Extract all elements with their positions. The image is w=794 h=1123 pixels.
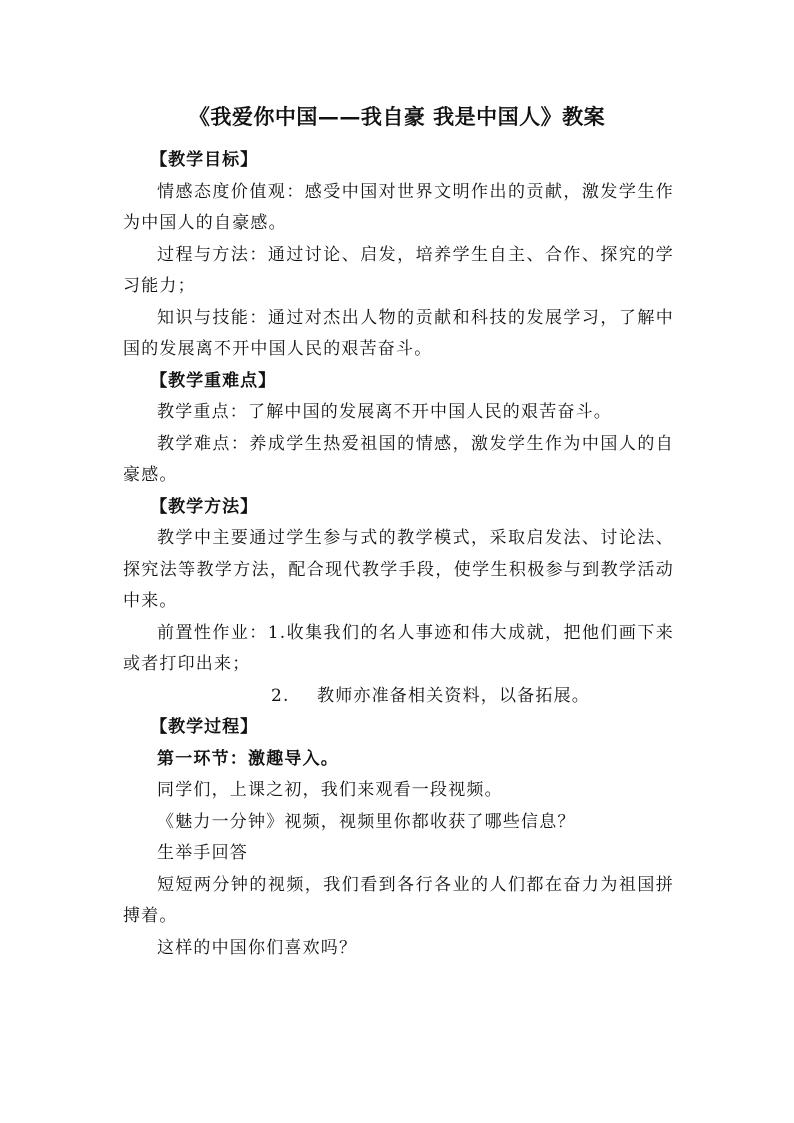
paragraph-question: 这样的中国你们喜欢吗？ bbox=[157, 937, 358, 958]
paragraph-values-objective: 情感态度价值观：感受中国对世界文明作出的贡献，激发学生作为中国人的自豪感。 bbox=[123, 181, 674, 233]
paragraph-video-question: 《魅力一分钟》视频，视频里你都收获了哪些信息？ bbox=[157, 811, 576, 832]
paragraph-intro: 同学们，上课之初，我们来观看一段视频。 bbox=[157, 780, 503, 800]
list-item-2 bbox=[123, 681, 674, 713]
paragraph-knowledge-objective: 知识与技能：通过对杰出人物的贡献和科技的发展学习，了解中国的发展离不开中国人民的艰苦奋斗。 bbox=[123, 307, 674, 359]
section-heading-objectives: 【教学目标】 bbox=[150, 150, 259, 170]
document-body bbox=[123, 145, 674, 964]
paragraph-key-point: 教学重点：了解中国的发展离不开中国人民的艰苦奋斗。 bbox=[157, 402, 612, 422]
document-title: 《我爱你中国——我自豪 我是中国人》教案 bbox=[188, 104, 606, 129]
paragraph-methods: 教学中主要通过学生参与式的教学模式，采取启发法、讨论法、探究法等教学方法，配合现代教学手段，使学生积极参与到教学活动中来。 bbox=[123, 528, 674, 611]
paragraph-video-summary: 短短两分钟的视频，我们看到各行各业的人们都在奋力为祖国拼搏着。 bbox=[123, 874, 674, 926]
list-item-number: 2. bbox=[271, 685, 290, 706]
paragraph-process-objective: 过程与方法：通过讨论、启发，培养学生自主、合作、探究的学习能力； bbox=[123, 244, 674, 296]
list-item-text: 教师亦准备相关资料，以备拓展。 bbox=[317, 685, 590, 706]
section-heading-methods: 【教学方法】 bbox=[150, 496, 259, 517]
section-heading-process: 【教学过程】 bbox=[150, 717, 259, 737]
paragraph-preparatory-homework: 前置性作业：1.收集我们的名人事迹和伟大成就，把他们画下来或者打印出来； bbox=[123, 622, 674, 674]
subheading-stage-one: 第一环节：激趣导入。 bbox=[157, 748, 339, 769]
paragraph-difficult-point: 教学难点：养成学生热爱祖国的情感，激发学生作为中国人的自豪感。 bbox=[123, 433, 674, 485]
section-heading-key-points: 【教学重难点】 bbox=[150, 370, 277, 391]
paragraph-student-answer: 生举手回答 bbox=[157, 843, 248, 863]
